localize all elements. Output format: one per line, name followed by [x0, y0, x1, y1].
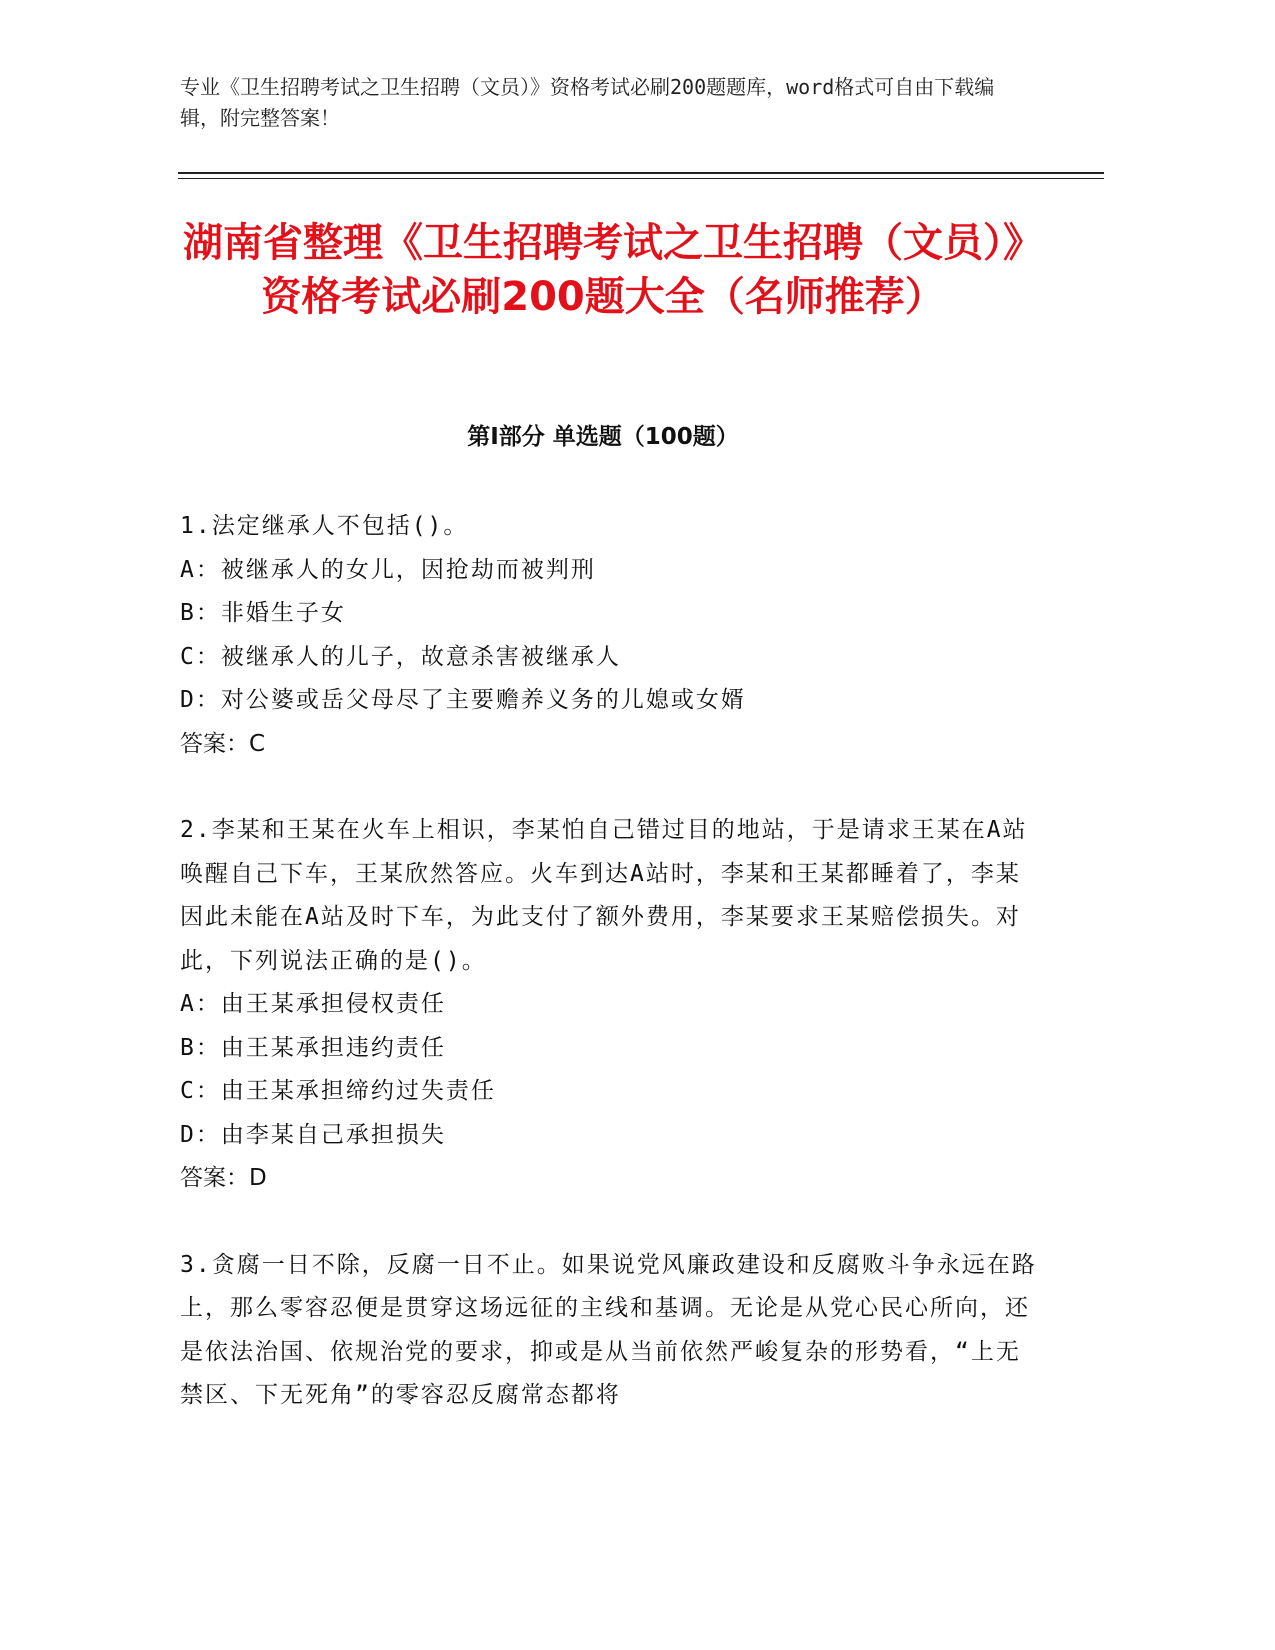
header-note: 专业《卫生招聘考试之卫生招聘（文员）》资格考试必刷200题题库，word格式可自由下载编辑，附完整答案！	[180, 75, 995, 130]
answer-line: 答案：D	[180, 1165, 267, 1191]
spacer	[180, 766, 1040, 809]
question-stem: 1.法定继承人不包括()。	[180, 513, 469, 539]
section-heading: 第Ⅰ部分 单选题（100题）	[467, 424, 739, 450]
option-c: C：被继承人的儿子，故意杀害被继承人	[180, 643, 621, 670]
question-list	[180, 505, 1040, 1418]
option-d: D：对公婆或岳父母尽了主要赡养义务的儿媳或女婿	[180, 687, 746, 713]
question-stem: 2.李某和王某在火车上相识，李某怕自己错过目的地站，于是请求王某在A站唤醒自己下车，王某欣然答应。火车到达A站时，李某和王某都睡着了，李某因此未能在A站及时下车，为此支付了额外费用，李某要求王某赔偿损失。对此，下列说法正确的是()。	[180, 817, 1028, 974]
question-3	[180, 1244, 1040, 1418]
answer-line: 答案：C	[180, 730, 266, 757]
spacer	[180, 1201, 1040, 1244]
option-c: C：由王某承担缔约过失责任	[180, 1078, 496, 1104]
header-rule-thin	[178, 178, 1104, 179]
option-a: A：由王某承担侵权责任	[180, 991, 446, 1017]
question-2	[180, 809, 1040, 1201]
option-a: A：被继承人的女儿，因抢劫而被判刑	[180, 556, 596, 583]
option-b: B：由王某承担违约责任	[180, 1034, 446, 1061]
question-stem: 3.贪腐一日不除，反腐一日不止。如果说党风廉政建设和反腐败斗争永远在路上，那么零容忍便是贯穿这场远征的主线和基调。无论是从党心民心所向，还是依法治国、依规治党的要求，抑或是从当前依然严峻复杂的形势看，“上无禁区、下无死角”的零容忍反腐常态都将	[180, 1251, 1037, 1408]
option-d: D：由李某自己承担损失	[180, 1121, 446, 1148]
option-b: B：非婚生子女	[180, 600, 346, 626]
document-title: 湖南省整理《卫生招聘考试之卫生招聘（文员）》资格考试必刷200题大全（名师推荐）	[183, 220, 1023, 320]
header-rule-thick	[178, 172, 1104, 174]
question-1	[180, 505, 1040, 766]
